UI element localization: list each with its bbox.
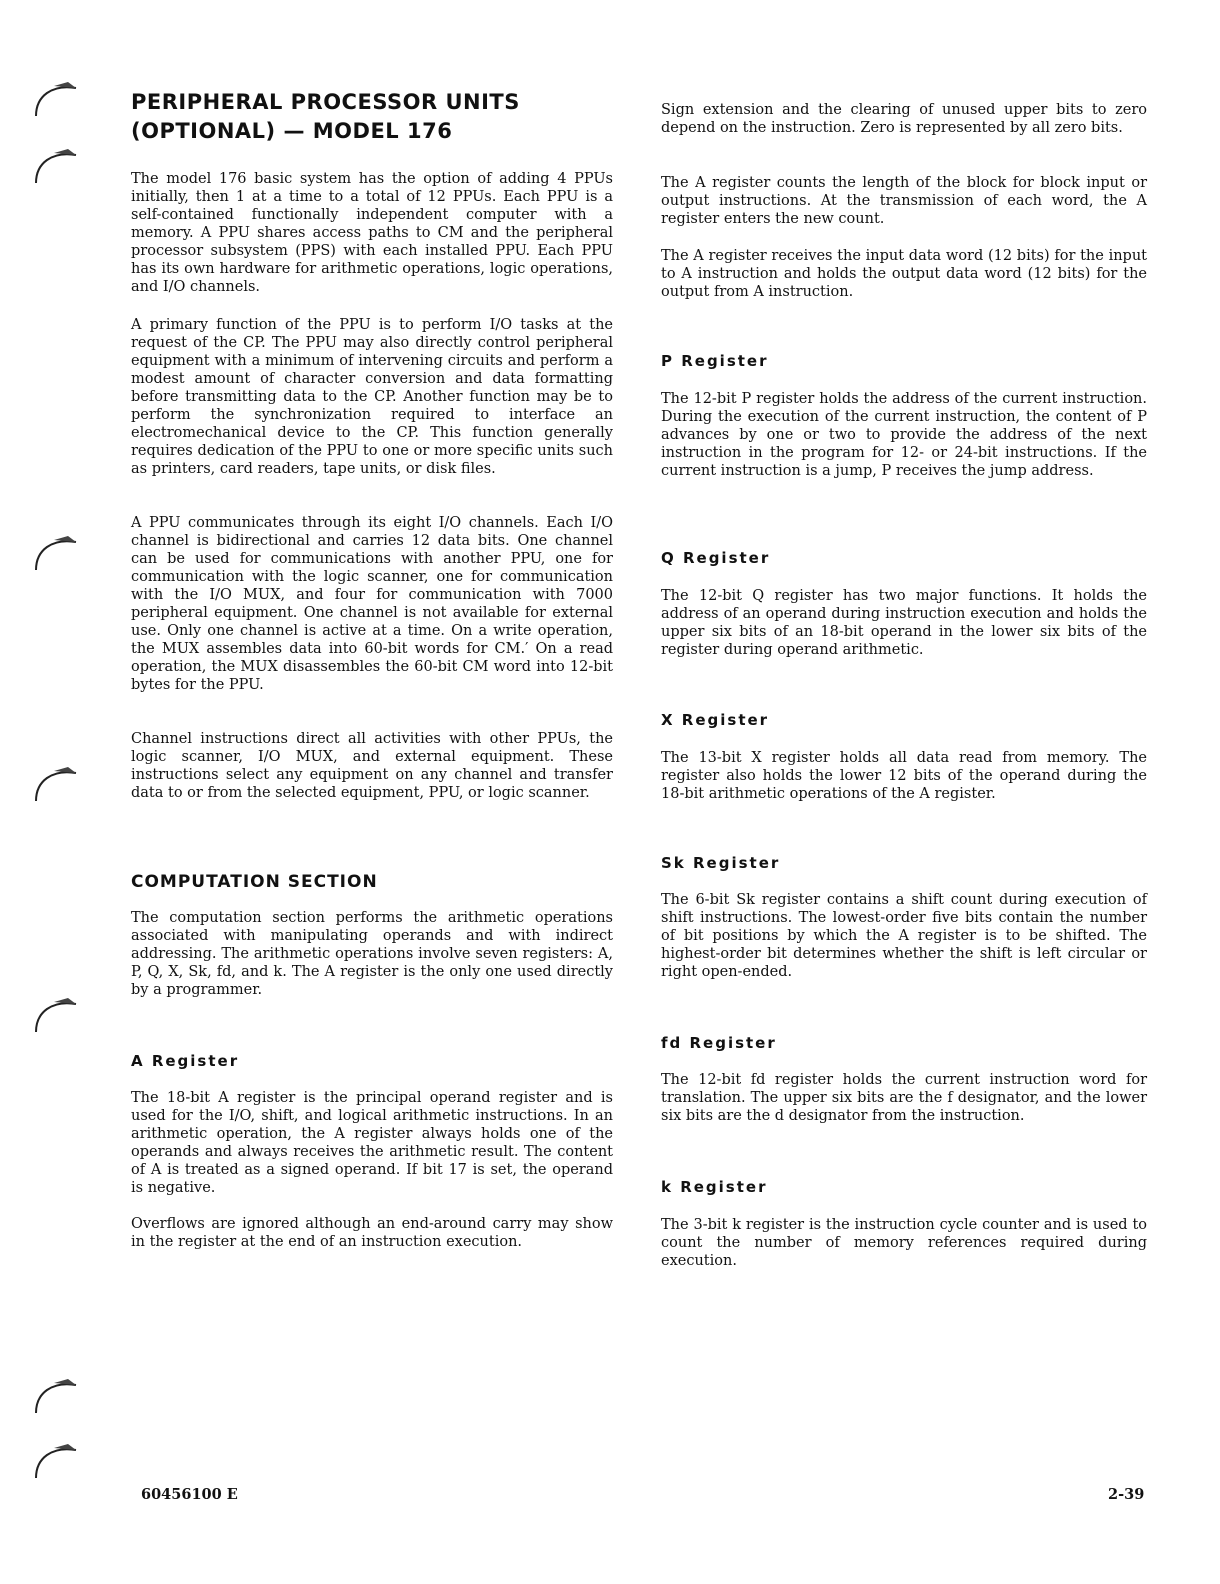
- fd-register-paragraph: The 12-bit fd register holds the current instruction word for translation. The upper six bits are the f designator, and the lower six bits are the d designator from the instruction.: [661, 1072, 1147, 1124]
- sk-register-paragraph: The 6-bit Sk register contains a shift count during execution of shift instructions. The lowest-order five bits contain the number of bit positions by which the A register is to be shifted. The highest-order bit determines whether the shift is left circular or right open-ended.: [661, 892, 1147, 980]
- p-register-paragraph: The 12-bit P register holds the address of the current instruction. During the execution of the current instruction, the content of P advances by one or two to provide the address of the next instruction in the program for 12- or 24-bit instructions. If the current instruction is a jump, P receives the jump address.: [661, 391, 1147, 479]
- q-register-heading: Q Register: [661, 549, 771, 567]
- binder-hole-mark-icon: [30, 1440, 82, 1480]
- computation-section-heading: COMPUTATION SECTION: [131, 872, 378, 892]
- a-register-paragraph: The 18-bit A register is the principal operand register and is used for the I/O, shift, and logical arithmetic instructions. In an arithmetic operation, the A register always holds one of the operands and always receives the arithmetic result. The content of A is treated as a signed operand. If bit 17 is set, the operand is negative.: [131, 1090, 613, 1196]
- input-output-paragraph: The A register receives the input data word (12 bits) for the input to A instruction and holds the output data word (12 bits) for the output from A instruction.: [661, 248, 1147, 300]
- binder-hole-mark-icon: [30, 145, 82, 185]
- block-count-paragraph: The A register counts the length of the block for block input or output instructions. At the transmission of each word, the A register enters the new count.: [661, 175, 1147, 227]
- binder-hole-mark-icon: [30, 532, 82, 572]
- ppu-function-paragraph: A primary function of the PPU is to perform I/O tasks at the request of the CP. The PPU may also directly control peripheral equipment with a minimum of intervening circuits and perform a modest amount of character conversion and data formatting before transmitting data to the CP. Another function may be to perform the synchronization required to interface an electromechanical device to the CP. This function generally requires dedication of the PPU to one or more specific units such as printers, card readers, tape units, or disk files.: [131, 317, 613, 477]
- sign-extension-paragraph: Sign extension and the clearing of unused upper bits to zero depend on the instruction. Zero is represented by all zero bits.: [661, 102, 1147, 136]
- fd-register-heading: fd Register: [661, 1034, 777, 1052]
- k-register-heading: k Register: [661, 1178, 768, 1196]
- title-line-1: PERIPHERAL PROCESSOR UNITS: [131, 90, 520, 114]
- section-title: [131, 88, 613, 146]
- k-register-paragraph: The 3-bit k register is the instruction cycle counter and is used to count the number of memory references required during execution.: [661, 1217, 1147, 1269]
- a-register-heading: A Register: [131, 1052, 240, 1070]
- overflow-paragraph: Overflows are ignored although an end-around carry may show in the register at the end of an instruction execution.: [131, 1216, 613, 1250]
- binder-hole-mark-icon: [30, 763, 82, 803]
- q-register-paragraph: The 12-bit Q register has two major functions. It holds the address of an operand during instruction execution and holds the upper six bits of an 18-bit operand in the lower six bits of the register during operand arithmetic.: [661, 588, 1147, 658]
- document-number: 60456100 E: [141, 1486, 238, 1503]
- page-number: 2-39: [1108, 1486, 1145, 1503]
- ppu-intro-paragraph: The model 176 basic system has the option of adding 4 PPUs initially, then 1 at a time to a total of 12 PPUs. Each PPU is a self-contained functionally independent computer with a memory. A PPU shares access paths to CM and the peripheral processor subsystem (PPS) with each installed PPU. Each PPU has its own hardware for arithmetic operations, logic operations, and I/O channels.: [131, 171, 613, 295]
- p-register-heading: P Register: [661, 352, 769, 370]
- title-line-2: (OPTIONAL) — MODEL 176: [131, 119, 453, 143]
- x-register-heading: X Register: [661, 711, 770, 729]
- binder-hole-mark-icon: [30, 994, 82, 1034]
- x-register-paragraph: The 13-bit X register holds all data read from memory. The register also holds the lower 12 bits of the operand during the 18-bit arithmetic operations of the A register.: [661, 750, 1147, 802]
- ppu-channels-paragraph: A PPU communicates through its eight I/O channels. Each I/O channel is bidirectional and carries 12 data bits. One channel can be used for communications with another PPU, one for communication with the logic scanner, one for communication with the I/O MUX, and four for communication with 7000 peripheral equipment. One channel is not available for external use. Only one channel is active at a time. On a write operation, the MUX assembles data into 60-bit words for CM.′ On a read operation, the MUX disassembles the 60-bit CM word into 12-bit bytes for the PPU.: [131, 515, 613, 693]
- computation-paragraph: The computation section performs the arithmetic operations associated with manipulating operands and with indirect addressing. The arithmetic operations involve seven registers: A, P, Q, X, Sk, fd, and k. The A register is the only one used directly by a programmer.: [131, 910, 613, 998]
- binder-hole-mark-icon: [30, 78, 82, 118]
- binder-hole-mark-icon: [30, 1375, 82, 1415]
- sk-register-heading: Sk Register: [661, 854, 781, 872]
- channel-instructions-paragraph: Channel instructions direct all activities with other PPUs, the logic scanner, I/O MUX, and external equipment. These instructions select any equipment on any channel and transfer data to or from the selected equipment, PPU, or logic scanner.: [131, 731, 613, 801]
